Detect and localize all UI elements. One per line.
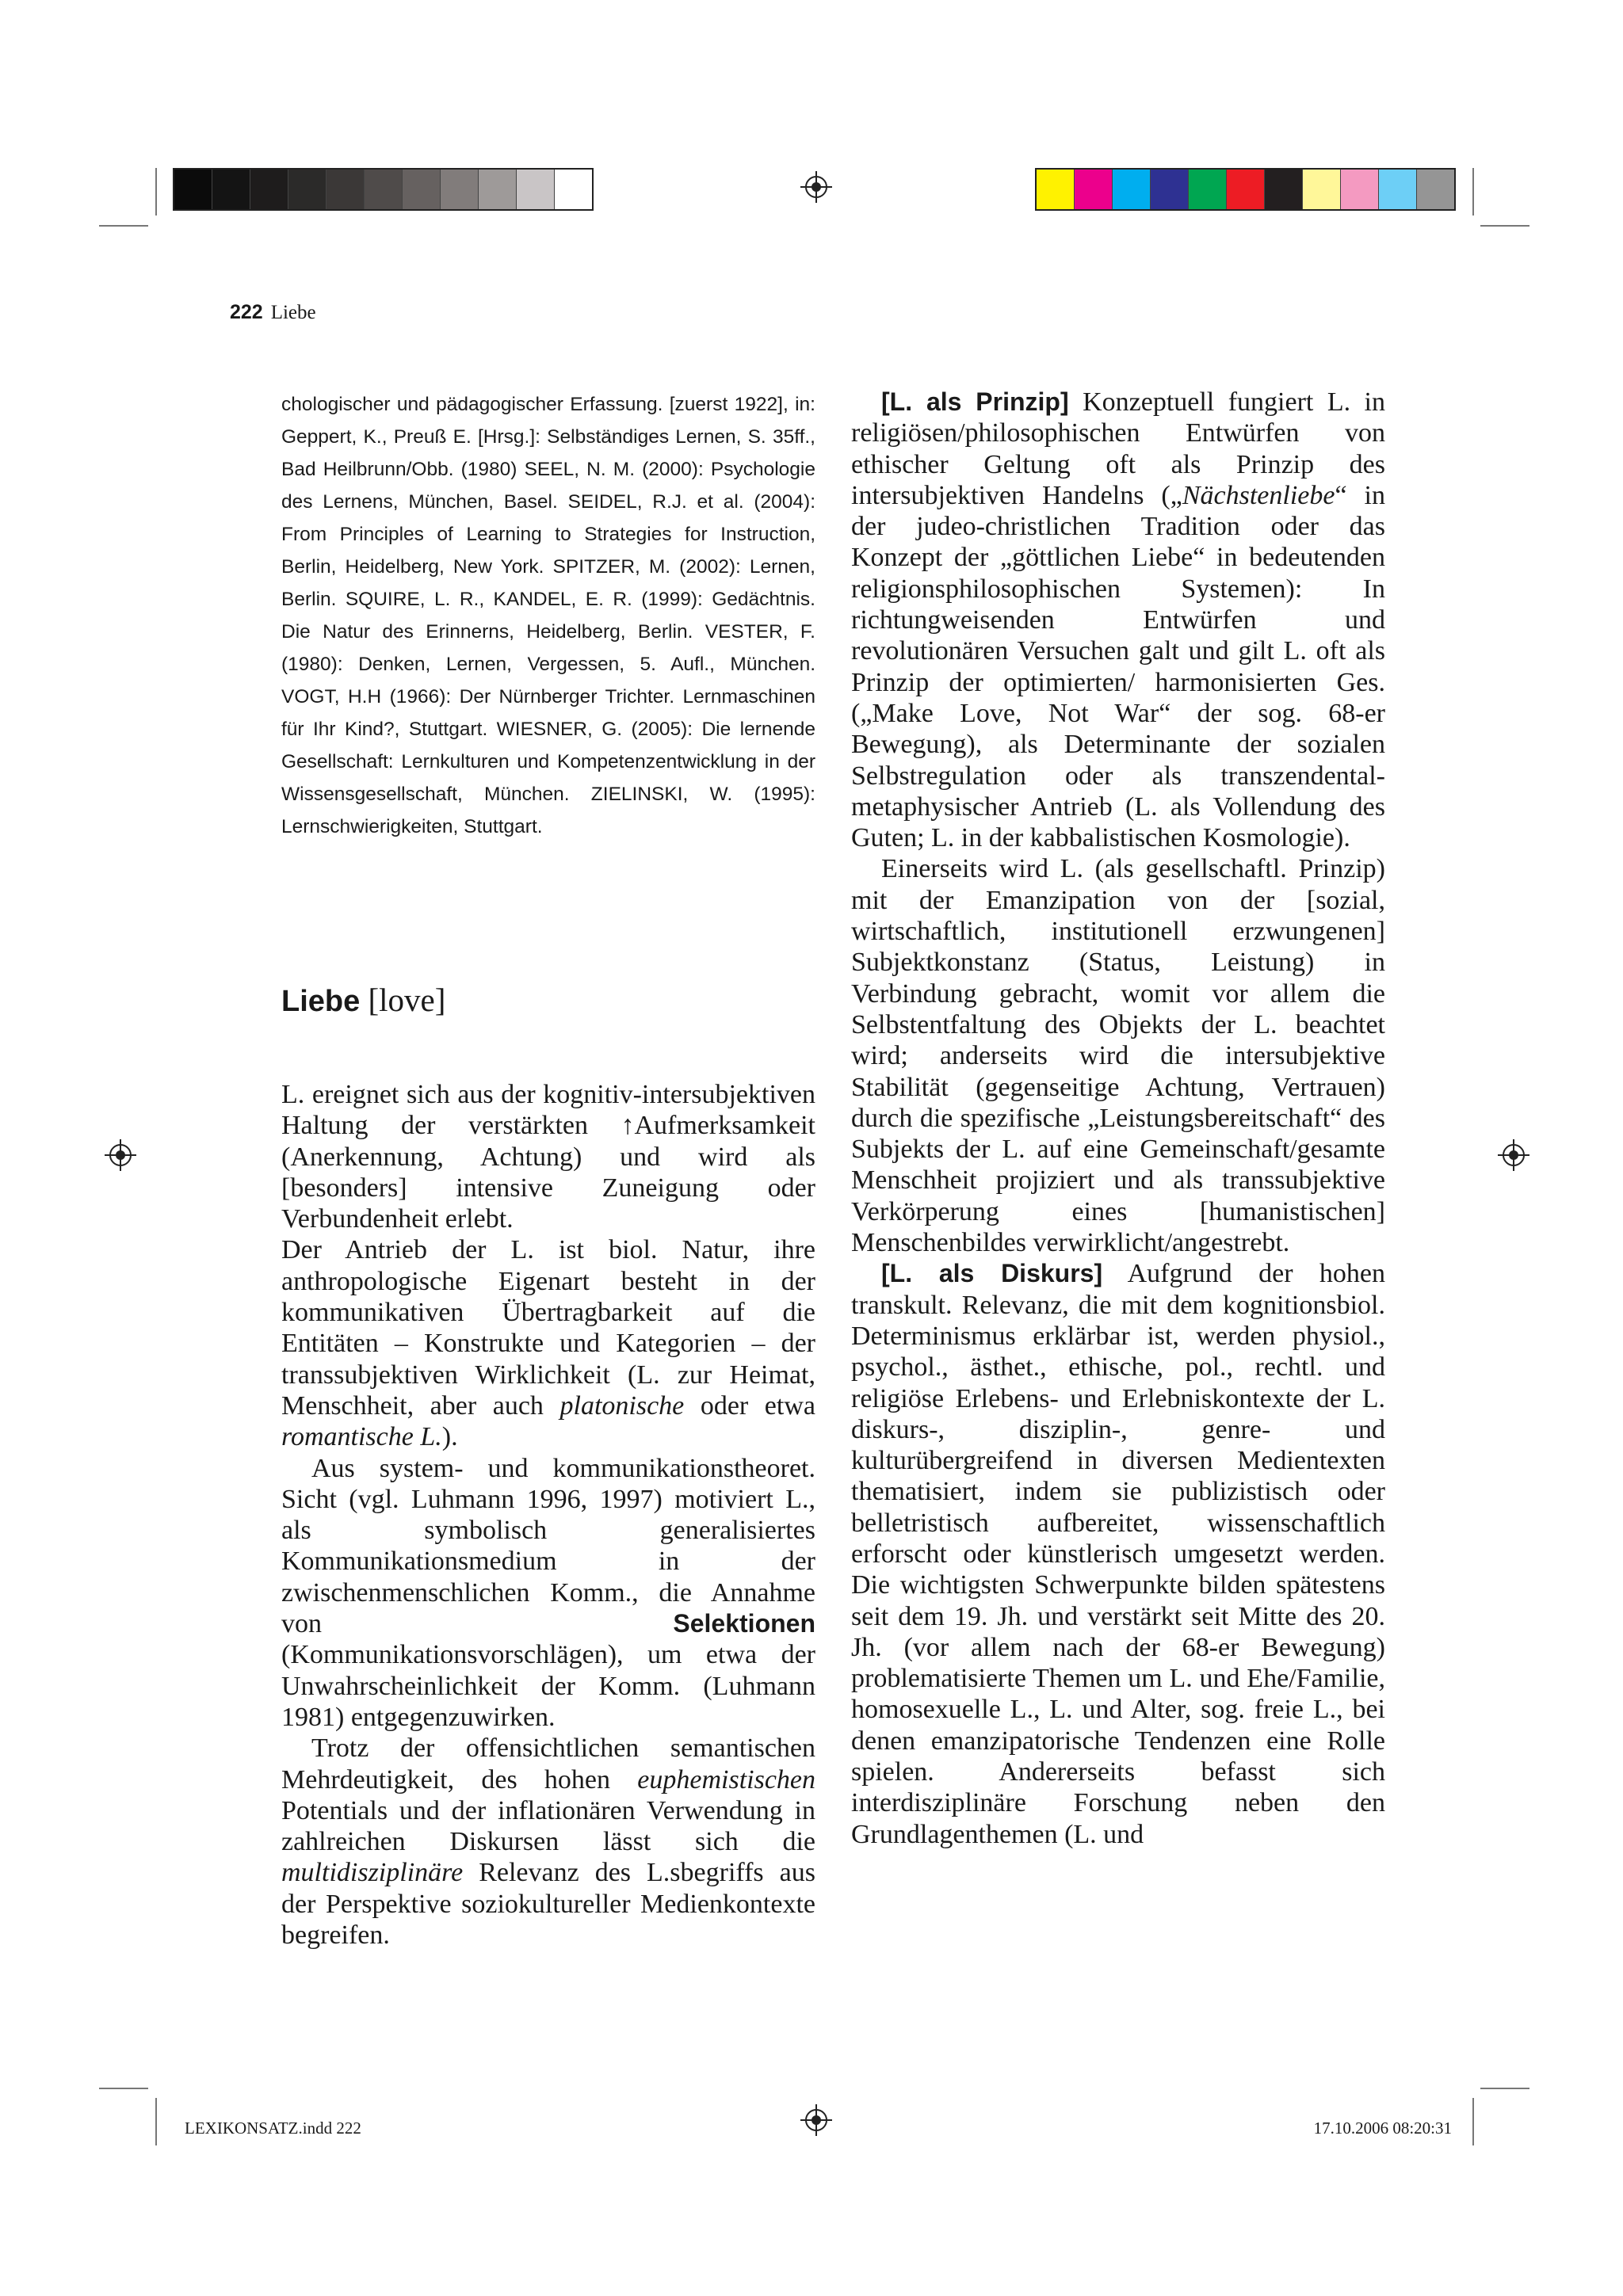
text-run: Aus system- und kommunikationstheoret. Sicht (vgl. Luhmann 1996, 1997) motiviert L., als symbolisch generalisiertes Kommunikationsmedium in der zwischenmenschlichen Komm., die Annahme von	[281, 1453, 815, 1639]
running-title: Liebe	[270, 302, 316, 323]
text-run: Relevanz des L.sbegriffs aus der Perspektive soziokultureller Medienkontexte begreifen.	[281, 1858, 815, 1951]
process-color-swatch	[1417, 170, 1454, 209]
italic-term: platonische	[559, 1390, 685, 1421]
bibliography-continuation: chologischer und pädagogischer Erfassung. [zuerst 1922], in: Geppert, K., Preuß E. [Hrsg.]: Selbständiges Lernen, S. 35ff., Bad Heilbrunn/Obb. (1980) SEEL, N. M. (2000): Psychologie des Lernens, München, Basel. SEIDEL, R.J. et al. (2004): From Principles of Learning to Strategies for Instruction, Berlin, Heidelberg, New York. SPITZER, M. (2002): Lernen, Berlin. SQUIRE, L. R., KANDEL, E. R. (1999): Gedächtnis. Die Natur des Erinnerns, Heidelberg, Berlin. VESTER, F. (1980): Denken, Lernen, Vergessen, 5. Aufl., München. VOGT, H.H (1966): Der Nürnberger Trichter. Lernmaschinen für Ihr Kind?, Stuttgart. WIESNER, G. (2005): Die lernende Gesellschaft: Lernkulturen und Kompetenzentwicklung in der Wissensgesellschaft, München. ZIELINSKI, W. (1995): Lernschwierigkeiten, Stuttgart.	[281, 394, 815, 837]
process-color-swatch	[1379, 170, 1417, 209]
text-run: (Kommunikationsvorschlägen), um etwa der Unwahrscheinlichkeit der Komm. (Luhmann 1981) entgegenzuwirken.	[281, 1640, 815, 1732]
text-run: Konzeptuell fungiert L. in religiösen/philosophischen Entwürfen von ethischer Geltung oft als Prinzip des intersubjektiven Handelns („	[851, 387, 1385, 510]
grayscale-swatch	[288, 170, 327, 209]
italic-term: euphemistischen	[637, 1764, 815, 1794]
paragraph	[281, 1079, 815, 1234]
process-color-swatch-bar	[1035, 168, 1456, 211]
paragraph	[281, 1234, 815, 1452]
text-run: Trotz der offensichtlichen semantischen Mehrdeutigkeit, des hohen	[281, 1733, 815, 1794]
crop-mark	[99, 2088, 148, 2089]
crop-mark	[155, 2098, 157, 2145]
bold-term: Selektionen	[673, 1609, 815, 1638]
subsection-heading: [L. als Diskurs]	[881, 1259, 1103, 1288]
crop-mark	[155, 168, 157, 215]
process-color-swatch	[1189, 170, 1227, 209]
process-color-swatch	[1303, 170, 1341, 209]
paragraph	[851, 387, 1385, 853]
grayscale-swatch	[403, 170, 441, 209]
text-run: oder etwa	[684, 1390, 815, 1421]
crop-mark	[1472, 168, 1474, 215]
registration-mark-icon	[105, 1139, 136, 1171]
text-run: Aufgrund der hohen transkult. Relevanz, die mit dem kognitionsbiol. Determinismus erklärbar ist, werden physiol., psychol., ästhet., ethische, pol., rechtl. und religiöse Erlebens- und Erlebniskontexte der L. diskurs-, disziplin-, genre- und kulturübergreifend in diversen Medientexten thematisiert, indem sie publizistisch oder belletristisch aufbereitet, wissenschaftlich erforscht oder künstlerisch umgesetzt werden. Die wichtigsten Schwerpunkte bilden spätestens seit dem 19. Jh. und verstärkt seit Mitte des 20. Jh. (vor allem nach der 68-er Bewegung) problematisierte Themen um L. und Ehe/Familie, homosexuelle L., L. und Alter, sog. freie L., bei denen emanzipatorische Tendenzen eine Rolle spielen. Andererseits befasst sich interdisziplinäre Forschung neben den Grundlagenthemen (L. und	[851, 1259, 1386, 1849]
left-column	[281, 388, 815, 1951]
text-run: Aufmerksamkeit (Anerkennung, Achtung) und wird als [besonders] intensive Zuneigung oder Verbundenheit erlebt.	[281, 1111, 815, 1234]
grayscale-swatch	[365, 170, 403, 209]
crop-mark	[1472, 2098, 1474, 2145]
grayscale-swatch	[174, 170, 212, 209]
left-body-text	[281, 1079, 815, 1951]
paragraph	[851, 1258, 1385, 1850]
slug-file-label: LEXIKONSATZ.indd 222	[185, 2119, 361, 2138]
text-run: ).	[441, 1422, 458, 1452]
crop-mark	[1480, 2088, 1529, 2089]
page-number: 222	[230, 301, 263, 323]
process-color-swatch	[1037, 170, 1075, 209]
process-color-swatch	[1265, 170, 1303, 209]
italic-term: Nächstenliebe	[1182, 480, 1335, 510]
running-head	[230, 301, 316, 324]
right-column	[851, 387, 1385, 1850]
grayscale-swatch	[327, 170, 365, 209]
entry-headword: Liebe	[281, 985, 361, 1018]
process-color-swatch	[1151, 170, 1189, 209]
paragraph	[281, 1733, 815, 1951]
paragraph	[281, 1453, 815, 1733]
slug-timestamp: 17.10.2006 08:20:31	[1313, 2119, 1452, 2138]
registration-mark-icon	[800, 171, 832, 203]
registration-mark-icon	[800, 2104, 832, 2136]
grayscale-swatch	[212, 170, 250, 209]
registration-mark-icon	[1498, 1139, 1529, 1171]
cross-reference-arrow-icon: ↑	[621, 1111, 635, 1141]
text-run: Potentials und der inflationären Verwendung in zahlreichen Diskursen lässt sich die	[281, 1795, 815, 1857]
grayscale-swatch	[479, 170, 517, 209]
text-run: Der Antrieb der L. ist biol. Natur, ihre anthropologische Eigenart besteht in der kommunikativen Übertragbarkeit auf die Entitäten – Konstrukte und Kategorien – der transsubjektiven Wirklichkeit (L. zur Heimat, Menschheit, aber auch	[281, 1235, 815, 1421]
subsection-heading: [L. als Prinzip]	[881, 387, 1069, 416]
grayscale-swatch	[517, 170, 555, 209]
italic-term: multidisziplinäre	[281, 1858, 464, 1888]
italic-term: romantische L.	[281, 1422, 442, 1452]
crop-mark	[1480, 225, 1529, 227]
grayscale-swatch	[555, 170, 592, 209]
grayscale-swatch-bar	[173, 168, 594, 211]
process-color-swatch	[1341, 170, 1379, 209]
paragraph: Einerseits wird L. (als gesellschaftl. Prinzip) mit der Emanzipation von der [sozial, wirtschaftlich, institutionell erzwungenen] Subjektkonstanz (Status, Leistung) in Verbindung gebracht, womit vor allem die Selbstentfaltung des Objekts der L. beachtet wird; anderseits wird die intersubjektive Stabilität (gegenseitige Achtung, Vertrauen) durch die spezifische „Leistungsbereitschaft“ des Subjekts der L. auf eine Gemeinschaft/gesamte Menschheit projiziert und als transsubjektive Verkörperung eines [humanistischen] Menschenbildes verwirklicht/angestrebt.	[851, 854, 1385, 1258]
process-color-swatch	[1227, 170, 1265, 209]
crop-mark	[99, 225, 148, 227]
process-color-swatch	[1075, 170, 1113, 209]
entry-heading	[281, 981, 815, 1019]
grayscale-swatch	[441, 170, 479, 209]
text-run: “ in der judeo-christlichen Tradition oder das Konzept der „göttlichen Liebe“ in bedeutenden religionsphilosophischen Systemen): In richtungweisenden Entwürfen und revolutionären Versuchen galt und gilt L. oft als Prinzip der optimierten/ harmonisierten Ges. („Make Love, Not War“ der sog. 68-er Bewegung), als Determinante der sozialen Selbstregulation oder als transzendental-metaphysischer Antrieb (L. als Vollendung des Guten; L. in der kabbalistischen Kosmologie).	[851, 480, 1385, 853]
text-run: L. ereignet sich aus der kognitiv-intersubjektiven Haltung der verstärkten	[281, 1080, 815, 1141]
entry-translation: [love]	[368, 982, 446, 1018]
grayscale-swatch	[250, 170, 288, 209]
process-color-swatch	[1113, 170, 1151, 209]
